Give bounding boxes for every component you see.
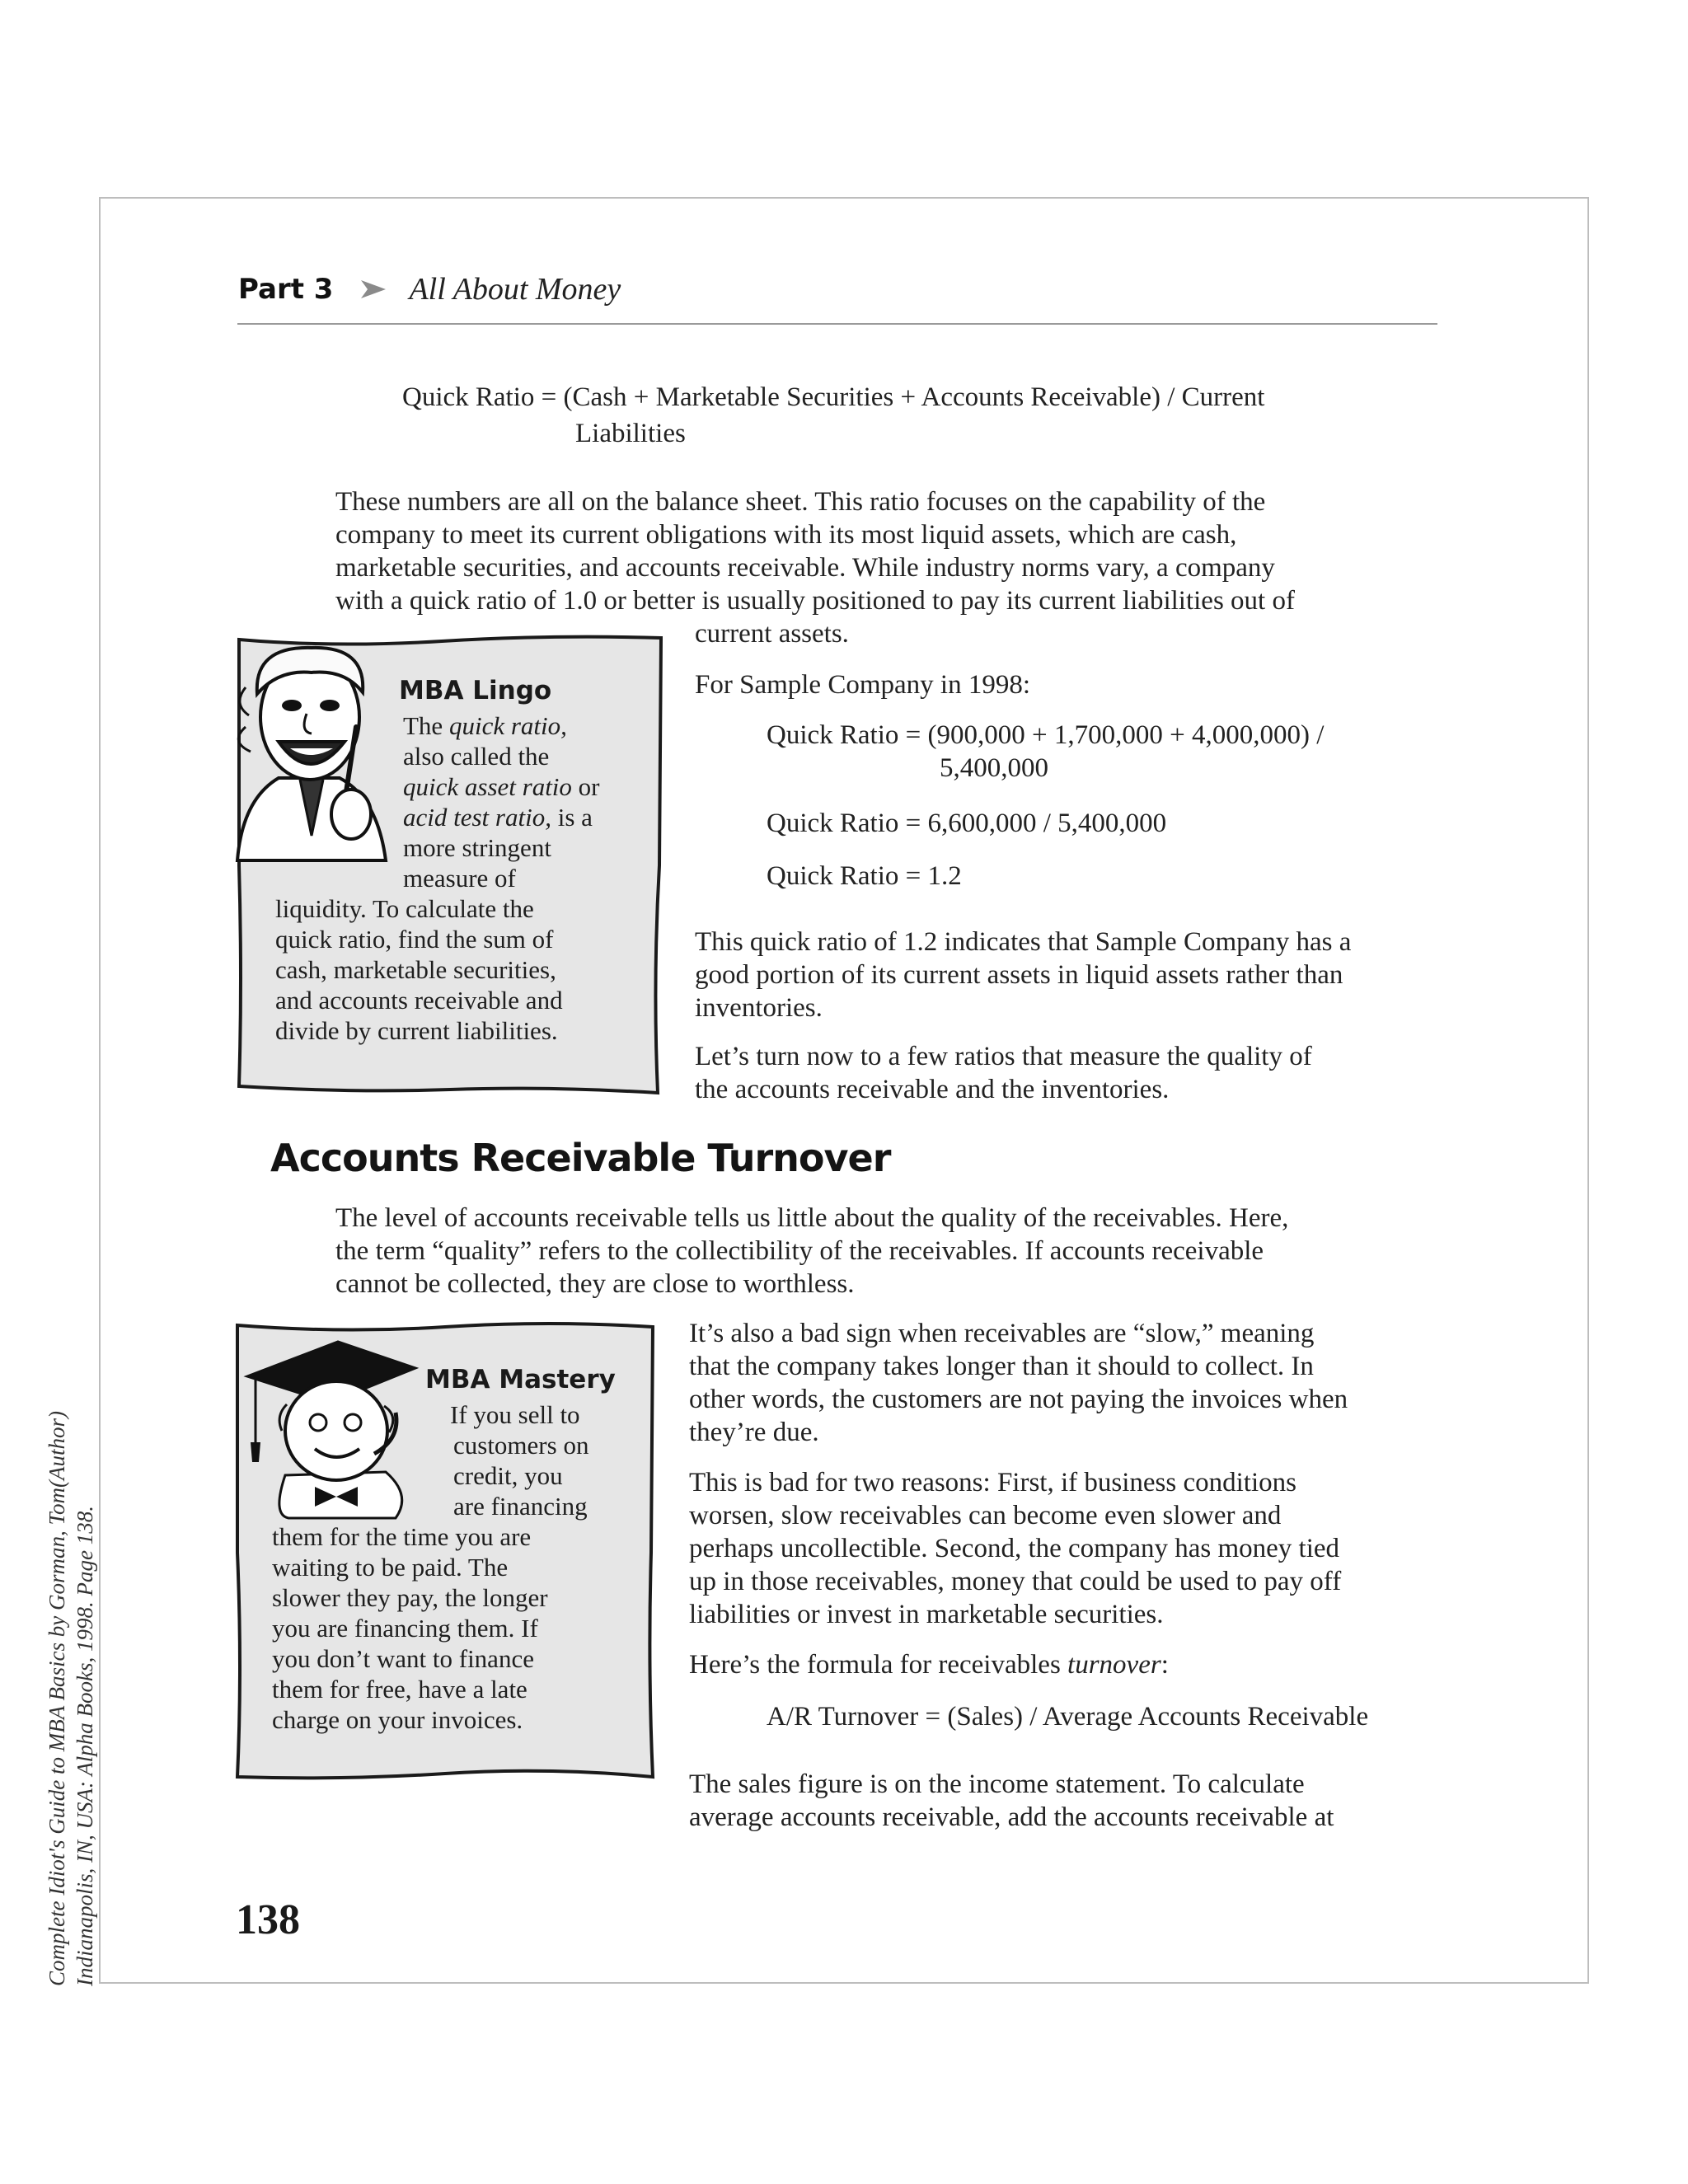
mastery-line: them for the time you are (272, 1522, 532, 1551)
paragraph-line: It’s also a bad sign when receivables are “slow,” meaning (689, 1319, 1315, 1348)
calc-line: Quick Ratio = (900,000 + 1,700,000 + 4,000,000) / (767, 720, 1325, 750)
paragraph-line: The sales figure is on the income statement. To calculate (689, 1769, 1305, 1799)
paragraph-line: perhaps uncollectible. Second, the company has money tied (689, 1534, 1340, 1563)
formula-line: Quick Ratio = (Cash + Marketable Securities + Accounts Receivable) / Current (402, 382, 1265, 412)
paragraph-line: This is bad for two reasons: First, if business conditions (689, 1468, 1296, 1497)
ar-intro-paragraph (335, 1202, 1288, 1301)
lingo-box-title: MBA Lingo (399, 676, 552, 705)
paragraph-line: This quick ratio of 1.2 indicates that Sample Company has a (695, 927, 1352, 957)
lingo-line: more stringent (403, 833, 551, 862)
paragraph-line: they’re due. (689, 1418, 819, 1447)
lingo-line: also called the (403, 742, 550, 771)
lingo-line: measure of (403, 864, 516, 893)
paragraph-line: liabilities or invest in marketable securities. (689, 1600, 1164, 1629)
paragraph-line: average accounts receivable, add the accounts receivable at (689, 1802, 1334, 1832)
mastery-professor-icon (239, 1330, 420, 1520)
mastery-line: customers on (453, 1431, 589, 1460)
mastery-line: charge on your invoices. (272, 1705, 523, 1734)
transition-paragraph (695, 1040, 1312, 1106)
paragraph-line: These numbers are all on the balance sheet. This ratio focuses on the capability of the (335, 487, 1266, 517)
paragraph-line: marketable securities, and accounts receivable. While industry norms vary, a company (335, 553, 1275, 583)
paragraph-line: current assets. (695, 619, 849, 649)
paragraph-line: the term “quality” refers to the collectibility of the receivables. If accounts receivable (335, 1236, 1264, 1266)
mastery-line: you don’t want to finance (272, 1644, 534, 1673)
lingo-line: quick asset ratio or (403, 772, 600, 801)
arrow-right-icon (359, 277, 387, 302)
paragraph-line: Let’s turn now to a few ratios that measure the quality of (695, 1042, 1312, 1071)
result-paragraph (695, 926, 1351, 1024)
example-calc-3: Quick Ratio = 1.2 (767, 861, 962, 891)
paragraph-line: The level of accounts receivable tells us little about the quality of the receivables. Here, (335, 1203, 1289, 1233)
header-rule (237, 323, 1437, 325)
final-paragraph (689, 1768, 1334, 1834)
lingo-line: cash, marketable securities, (275, 955, 556, 984)
page-number: 138 (236, 1896, 300, 1943)
calc-line: 5,400,000 (940, 753, 1048, 783)
section-title: All About Money (409, 272, 621, 307)
lingo-line: and accounts receivable and (275, 986, 563, 1015)
mba-mastery-box (234, 1322, 656, 1780)
mastery-line: them for free, have a late (272, 1675, 528, 1704)
citation-sidenote (43, 1409, 109, 1986)
mastery-line: waiting to be paid. The (272, 1553, 509, 1582)
formula-intro: Here’s the formula for receivables turnover: (689, 1650, 1169, 1680)
mastery-line: If you sell to (450, 1400, 580, 1429)
example-calc-2: Quick Ratio = 6,600,000 / 5,400,000 (767, 808, 1167, 838)
lingo-professor-icon (221, 630, 394, 869)
citation-line-1: Complete Idiot's Guide to MBA Basics by Gorman, Tom(Author) (45, 1411, 69, 1986)
citation-line-2: Indianapolis, IN, USA: Alpha Books, 1998. Page 138. (73, 1506, 97, 1986)
mastery-line: slower they pay, the longer (272, 1583, 548, 1612)
slow-receivables-paragraph (689, 1317, 1348, 1449)
intro-paragraph (335, 485, 1295, 650)
mastery-line: are financing (453, 1492, 588, 1521)
paragraph-line: other words, the customers are not paying the invoices when (689, 1385, 1348, 1414)
paragraph-line: company to meet its current obligations with its most liquid assets, which are cash, (335, 520, 1237, 550)
formula-line: Liabilities (575, 419, 686, 448)
lingo-line: The quick ratio, (403, 711, 567, 740)
reasons-paragraph (689, 1466, 1341, 1631)
quick-ratio-formula (402, 381, 1264, 450)
lingo-line: divide by current liabilities. (275, 1016, 558, 1045)
mastery-line: credit, you (453, 1461, 563, 1490)
running-header (238, 269, 621, 310)
paragraph-line: the accounts receivable and the inventories. (695, 1075, 1170, 1104)
lingo-line: acid test ratio, is a (403, 803, 593, 832)
lingo-line: quick ratio, find the sum of (275, 925, 554, 954)
section-heading: Accounts Receivable Turnover (270, 1136, 891, 1180)
example-intro: For Sample Company in 1998: (695, 670, 1030, 700)
example-calc-1 (767, 719, 1324, 785)
mba-lingo-box (236, 635, 664, 1096)
paragraph-line: up in those receivables, money that could be used to pay off (689, 1567, 1342, 1596)
lingo-line: liquidity. To calculate the (275, 894, 534, 923)
part-label: Part 3 (238, 273, 334, 306)
ar-turnover-formula: A/R Turnover = (Sales) / Average Accounts Receivable (767, 1702, 1369, 1732)
mastery-box-title: MBA Mastery (425, 1365, 616, 1394)
paragraph-line: inventories. (695, 993, 823, 1023)
mastery-line: you are financing them. If (272, 1614, 538, 1643)
paragraph-line: cannot be collected, they are close to worthless. (335, 1269, 855, 1299)
paragraph-line: with a quick ratio of 1.0 or better is usually positioned to pay its current liabilities out of (335, 586, 1295, 616)
paragraph-line: that the company takes longer than it should to collect. In (689, 1352, 1314, 1381)
paragraph-line: good portion of its current assets in liquid assets rather than (695, 960, 1343, 990)
paragraph-line: worsen, slow receivables can become even slower and (689, 1501, 1282, 1530)
